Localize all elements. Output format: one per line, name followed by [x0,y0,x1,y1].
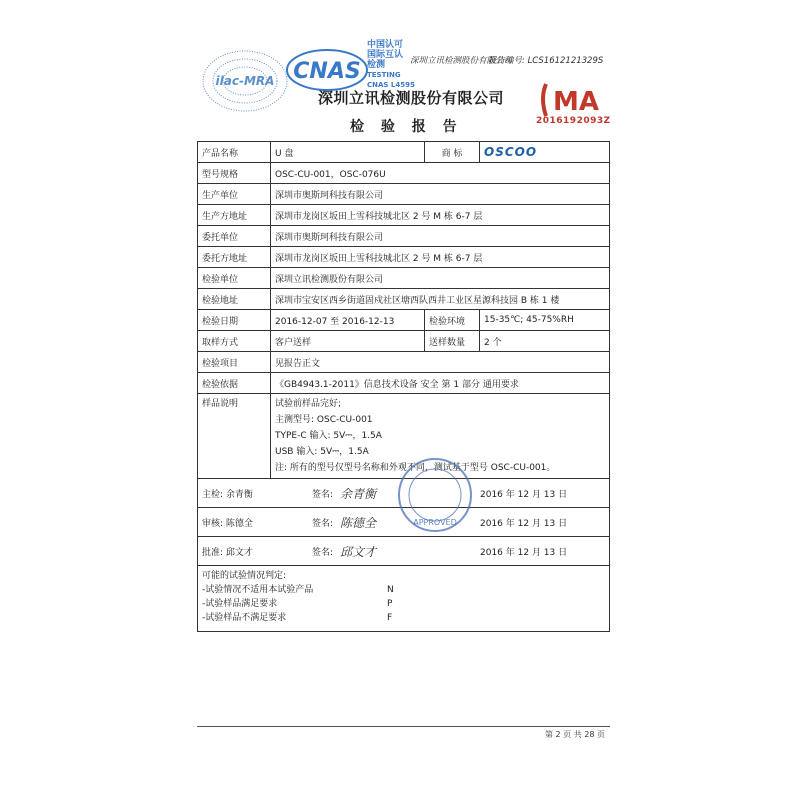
row-value2: 2 个 [480,331,610,352]
signature-label: 签名: [312,518,334,529]
handwritten-signature: 余青衡 [340,486,377,501]
row-label: 生产单位 [198,184,271,205]
table-row [198,184,610,205]
verdict-text: -试验情况不适用本试验产品 [202,585,314,595]
row-value: 见报告正文 [271,352,610,373]
row-value: 深圳立讯检测股份有限公司 [271,268,610,289]
row-label: 委托单位 [198,226,271,247]
cnas-text-block [367,40,415,90]
sample-label: 样品说明 [198,394,271,479]
row-label2: 送样数量 [425,331,480,352]
cnas-line: 检测 [367,60,386,70]
table-row [198,268,610,289]
row-value: 深圳市宝安区西乡街道固戍社区塘西队西井工业区星源科技园 B 栋 1 楼 [271,289,610,310]
verdict-code: F [387,613,393,623]
verdict-title: 可能的试验情况判定: [202,571,287,581]
table-row [198,142,610,163]
table-row [198,289,610,310]
row-label: 检验项目 [198,352,271,373]
verdict-item [202,597,605,611]
verdict-text: -试验样品满足要求 [202,599,278,609]
lab-name-small: 深圳立讯检测股份有限公司 [410,56,513,66]
signature-label: 签名: [312,547,334,558]
sample-line: 主测型号: OSC-CU-001 [275,415,373,425]
cnas-line: 国际互认 [367,50,404,60]
verdict-code: N [387,585,394,595]
row-value: 深圳市龙岗区坂田上雪科技城北区 2 号 M 栋 6-7 层 [271,205,610,226]
row-label: 产品名称 [198,142,271,163]
table-row [198,247,610,268]
signature-role: 主检: 余青衡 [202,489,253,500]
row-label: 检验单位 [198,268,271,289]
sample-line: TYPE-C 输入: 5V⎓，1.5A [275,431,382,441]
signature-date: 2016 年 12 月 13 日 [480,489,568,500]
table-row [198,310,610,331]
table-row [198,331,610,352]
sample-line: 注: 所有的型号仅型号名称和外观不同，测试基于型号 OSC-CU-001。 [275,463,556,473]
page-number: 第 2 页 共 28 页 [545,730,605,739]
signature-date: 2016 年 12 月 13 日 [480,518,568,529]
trademark-cell [480,142,610,163]
signature-role: 审核: 陈德全 [202,518,253,529]
approval-stamp [395,455,475,535]
row-value: 2016-12-07 至 2016-12-13 [271,310,425,331]
row-value: 深圳市奥斯珂科技有限公司 [271,184,610,205]
cnas-logo-text: CNAS [293,59,361,84]
table-row [198,352,610,373]
sample-line: USB 输入: 5V⎓，1.5A [275,447,369,457]
signature-label: 签名: [312,489,334,500]
row-value2: 15-35℃; 45-75%RH [480,310,610,331]
row-value: 深圳市奥斯珂科技有限公司 [271,226,610,247]
ilac-mra-logo [200,46,290,116]
verdict-text: -试验样品不满足要求 [202,613,287,623]
signature-role: 批准: 邱文才 [202,547,253,558]
cnas-line: CNAS L4595 [367,81,415,89]
row-label: 型号规格 [198,163,271,184]
row-label2: 商 标 [425,142,480,163]
handwritten-signature: 陈德全 [340,515,377,530]
row-label: 检验地址 [198,289,271,310]
sample-line: 试验前样品完好; [275,399,342,409]
row-value: U 盘 [271,142,425,163]
row-value: 深圳市龙岗区坂田上雪科技城北区 2 号 M 栋 6-7 层 [271,247,610,268]
report-table [197,141,610,632]
row-label: 生产方地址 [198,205,271,226]
cnas-line: TESTING [367,71,401,79]
report-number: 报告编号: LCS1612121329S [488,56,604,66]
table-row [198,373,610,394]
stamp-text: APPROVED [413,518,457,527]
verdict-code: P [387,599,393,609]
row-label2: 检验环境 [425,310,480,331]
verdict-item [202,583,605,597]
row-label: 委托方地址 [198,247,271,268]
table-row [198,226,610,247]
cma-number: 2016192093Z [536,116,611,126]
report-title: 检 验 报 告 [350,119,463,135]
footer-divider [197,726,610,727]
ilac-logo-text: ilac-MRA [215,74,275,88]
signature-row [198,537,610,566]
cma-logo-text: MA [553,87,599,117]
company-name: 深圳立讯检测股份有限公司 [318,89,505,107]
row-value: OSC-CU-001，OSC-076U [271,163,610,184]
handwritten-signature: 邱文才 [340,544,377,559]
verdict-item [202,611,605,625]
signature-date: 2016 年 12 月 13 日 [480,547,568,558]
row-label: 检验依据 [198,373,271,394]
cnas-line: 中国认可 [367,40,404,50]
row-value: 《GB4943.1-2011》信息技术设备 安全 第 1 部分 通用要求 [271,373,610,394]
row-label: 检验日期 [198,310,271,331]
table-row [198,163,610,184]
verdict-row [198,566,610,632]
oscoo-logo: OSCOO [484,145,538,159]
row-value: 客户送样 [271,331,425,352]
row-label: 取样方式 [198,331,271,352]
table-row [198,205,610,226]
